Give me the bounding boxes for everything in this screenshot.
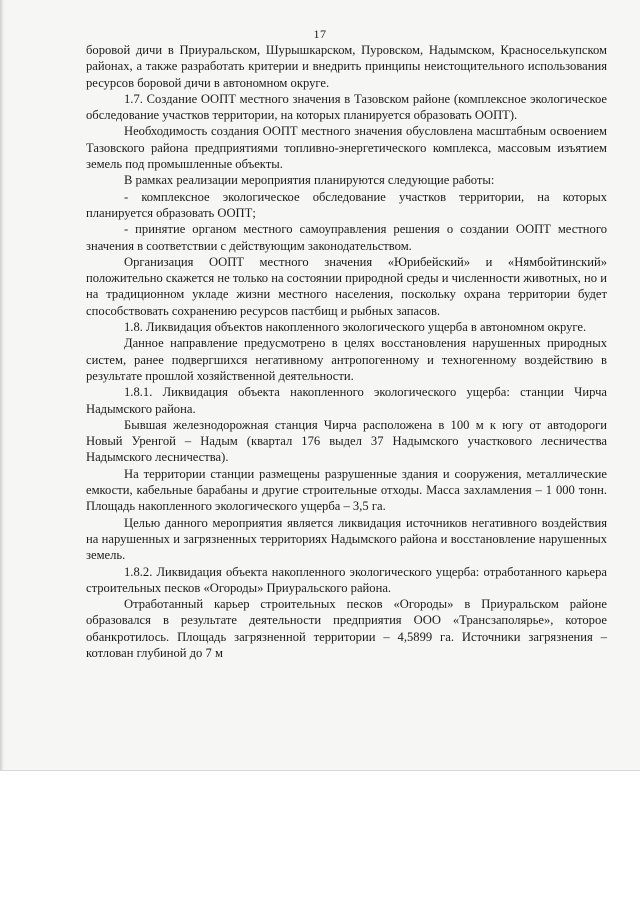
paragraph-1: боровой дичи в Приуральском, Шурышкарском, Пуровском, Надымском, Красноселькупском районах, а также разработать критерии и внедрить принципы неистощительного использования ресурсов боровой дичи в автономном округе. [86, 43, 607, 90]
paragraph-8: 1.8. Ликвидация объектов накопленного экологического ущерба в автономном округе. [124, 320, 587, 335]
paragraph-3: Необходимость создания ООПТ местного значения обусловлена масштабным освоением Тазовского района предприятиями топливно-энергетического комплекса, массовым изъятием земель под промышленные объекты. [86, 124, 607, 172]
paragraph-7: Организация ООПТ местного значения «Юрибейский» и «Нямбойтинский» положительно скажется не только на состоянии природной среды и численности животных, но и на традиционном укладе жизни местного населения, поскольку охрана территории будет способствовать сохранению ресурсов пастбищ и рыбных запасов. [86, 254, 607, 318]
page-scan-edge [0, 0, 4, 770]
paragraph-2: 1.7. Создание ООПТ местного значения в Тазовском районе (комплексное экологическое обследование участков территории, на которых планируется образовать ООПТ). [86, 91, 607, 123]
paragraph-10: 1.8.1. Ликвидация объекта накопленного экологического ущерба: станции Чирча Надымского района. [86, 385, 607, 416]
paragraph-5: - комплексное экологическое обследование участков территории, на которых планируется образовать ООПТ; [86, 189, 607, 220]
paragraph-11: Бывшая железнодорожная станция Чирча расположена в 100 м к югу от автодороги Новый Уренгой – Надым (квартал 176 выдел 37 Надымского участкового лесничества Надымского лесничества). [86, 417, 607, 465]
document-body [86, 42, 607, 661]
paragraph-12: На территории станции размещены разрушенные здания и сооружения, металлические емкости, кабельные барабаны и другие строительные отходы. Масса захламления – 1 000 тонн. Площадь накопленного экологического ущерба – 3,5 га. [86, 466, 607, 514]
paragraph-13: Целью данного мероприятия является ликвидация источников негативного воздействия на нарушенных и загрязненных территориях Надымского района и восстановление нарушенных земель. [86, 515, 607, 563]
page-number: 17 [313, 27, 327, 41]
paragraph-4: В рамках реализации мероприятия планируются следующие работы: [124, 173, 495, 188]
paragraph-14: 1.8.2. Ликвидация объекта накопленного экологического ущерба: отработанного карьера строительных песков «Огороды» Приуральского района. [86, 564, 607, 595]
paragraph-6: - принятие органом местного самоуправления решения о создании ООПТ местного значения в соответствии с действующим законодательством. [86, 222, 607, 253]
paragraph-15: Отработанный карьер строительных песков «Огороды» в Приуральском районе образовался в результате деятельности предприятия ООО «Трансзаполярье», которое обанкротилось. Площадь загрязненной территории – 4,5899 га. Источники загрязнения – котлован глубиной до 7 м [86, 597, 607, 660]
paragraph-9: Данное направление предусмотрено в целях восстановления нарушенных природных систем, ранее подвергшихся негативному антропогенному и техногенному воздействию в результате прошлой хозяйственной деятельности. [86, 336, 607, 383]
